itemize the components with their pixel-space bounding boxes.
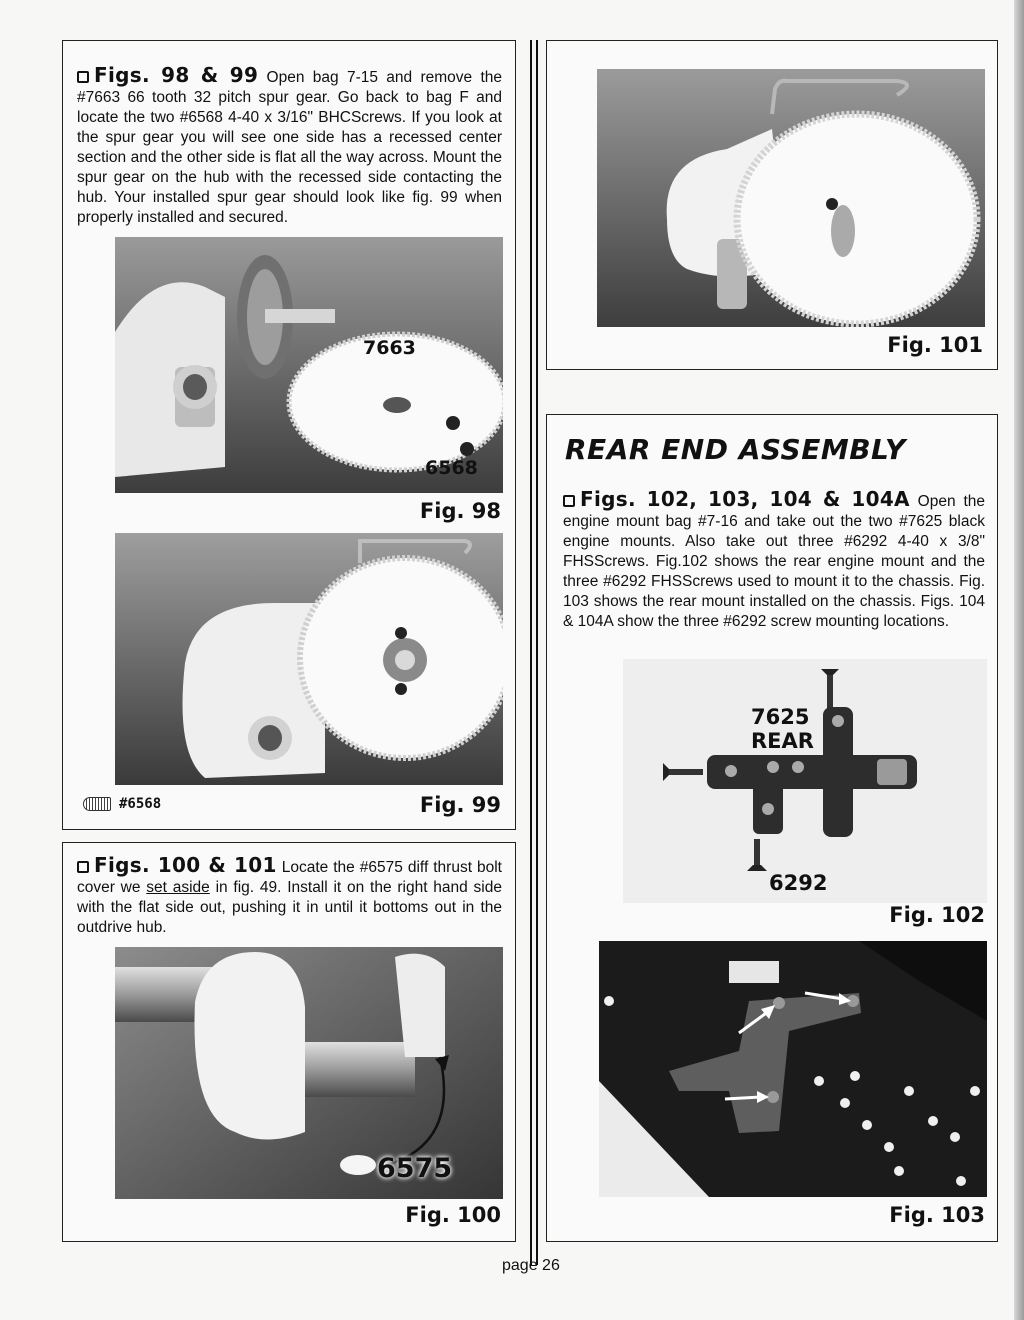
fig-101-label: Fig. 101 [887, 333, 983, 357]
fig-103-photo [599, 941, 987, 1197]
fig-101-drawing [597, 69, 985, 327]
page-edge [1014, 0, 1024, 1320]
figs-102-104a-text [563, 489, 985, 632]
fig-99-screw-label: #6568 [119, 796, 162, 812]
figs-98-99-text [77, 65, 502, 228]
rear-end-assembly-panel [546, 414, 998, 1242]
fig-99-label: Fig. 99 [419, 793, 501, 817]
fig-102-callout-screw: 6292 [769, 871, 828, 895]
checkbox-icon[interactable] [77, 71, 89, 83]
fig-98-drawing [115, 237, 503, 493]
fig-99-drawing [115, 533, 503, 785]
section-title: REAR END ASSEMBLY [565, 433, 906, 466]
figs-102-104a-body: Open the engine mount bag #7-16 and take out the two #7625 black engine mounts. Also take out three #6292 4-40 x 3/8" FHSScrews. Fig.102 shows the rear engine mount and the three #6292 FHSScrews used to mount it to the chassis. Fig. 103 shows the rear mount installed on the chassis. Figs. 104 & 104A show the three #6292 screw mounting locations. [563, 493, 986, 630]
fig-102-callout-rear: REAR [751, 729, 814, 753]
fig-100-label: Fig. 100 [405, 1203, 501, 1227]
fig-100-callout: 6575 [377, 1153, 453, 1184]
figs-100-101-heading: Figs. 100 & 101 [94, 853, 277, 877]
fig-103-label: Fig. 103 [889, 1203, 985, 1227]
fig-98-label: Fig. 98 [419, 499, 501, 523]
figs-98-99-body: Open bag 7-15 and remove the #7663 66 tooth 32 pitch spur gear. Go back to bag F and locate the two #6568 4-40 x 3/16" BHCScrews. If you look at the spur gear you will see one side has a recessed center section and the other side is flat all the way across. Mount the spur gear on the hub with the recessed side contacting the hub. Your installed spur gear should look like fig. 99 when properly installed and secured. [77, 69, 503, 226]
figs-100-101-text [77, 855, 502, 938]
figs-100-101-panel [62, 842, 516, 1242]
column-divider-right [536, 40, 538, 1265]
screw-icon [83, 797, 111, 811]
checkbox-icon[interactable] [563, 495, 575, 507]
figs-100-101-body-1: Locate the #6575 diff thrust bolt cover we [77, 859, 502, 896]
fig-102-photo [623, 659, 987, 903]
checkbox-icon[interactable] [77, 861, 89, 873]
fig-99-photo [115, 533, 503, 785]
figs-98-99-panel [62, 40, 516, 830]
fig-100-photo [115, 947, 503, 1199]
fig-98-callout-screw: 6568 [425, 457, 478, 479]
page-number: page 26 [502, 1257, 560, 1274]
figs-98-99-heading: Figs. 98 & 99 [94, 63, 259, 87]
fig-101-panel [546, 40, 998, 370]
fig-102-label: Fig. 102 [889, 903, 985, 927]
figs-102-104a-heading: Figs. 102, 103, 104 & 104A [580, 487, 910, 511]
fig-101-photo [597, 69, 985, 327]
fig-102-callout-part: 7625 [751, 705, 810, 729]
fig-102-drawing [623, 659, 987, 903]
fig-98-callout-gear: 7663 [363, 337, 416, 359]
figs-100-101-body-underlined: set aside [146, 879, 210, 896]
figs-100-101-body-2: in fig. 49. Install it on the right hand side with the flat side out, pushing it in until it bottoms out in the outdrive hub. [77, 879, 502, 936]
fig-103-drawing [599, 941, 987, 1197]
column-divider-left [530, 40, 532, 1265]
fig-98-photo [115, 237, 503, 493]
